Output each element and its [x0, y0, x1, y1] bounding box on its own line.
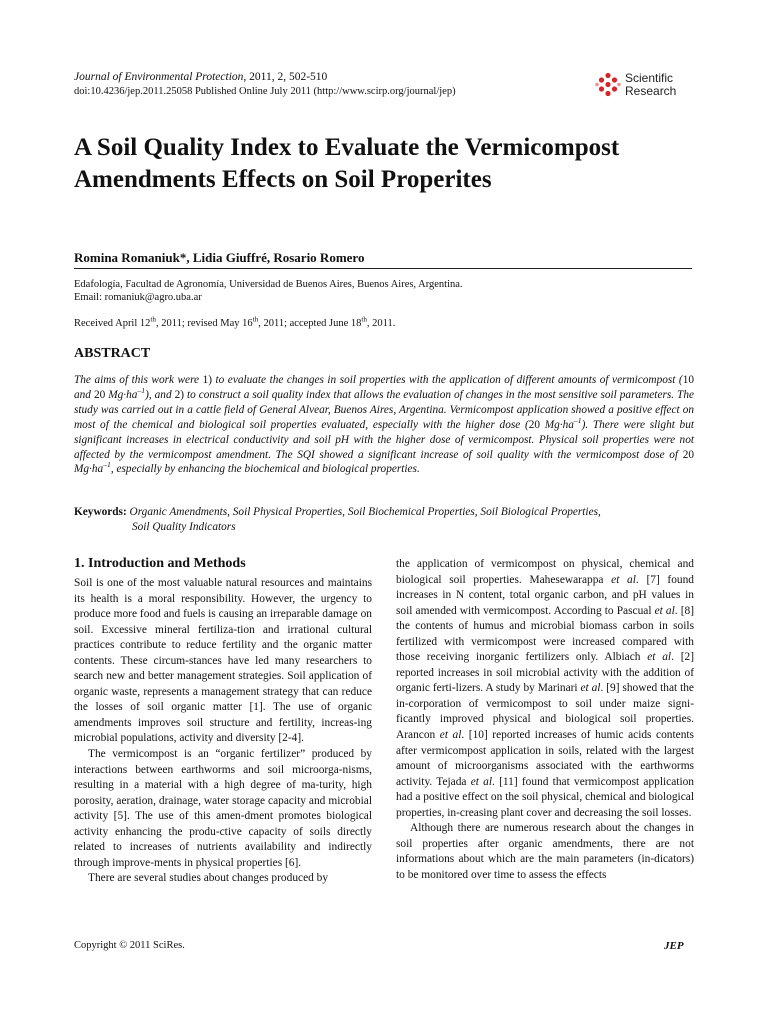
et-al: et al — [439, 729, 462, 742]
logo-text — [625, 72, 676, 98]
paper-title: A Soil Quality Index to Evaluate the Vermicompost Amendments Effects on Soil Properites — [74, 134, 620, 193]
footer-journal: JEP — [664, 940, 684, 952]
scientific-research-logo-icon — [595, 72, 621, 98]
text: . [7] found increases in N content, total organic carbon, and pH values in soil amended with vermicompost. According to Pascual — [396, 573, 694, 617]
abstract-text: ), and — [145, 388, 175, 401]
abstract-text: ). There were slight but significant increases in electrical conductivity and soil pH with the higher dose of vermicompost. Physical soil properties were not affected by the vermicompost amendment. The SQI showed a significant increase of soil quality with the vermicompost dose of — [74, 418, 694, 461]
abstract-num: 20 — [93, 388, 106, 401]
abstract-unit-sup: –1 — [103, 460, 111, 470]
affiliation-block — [74, 278, 463, 304]
received-end: , 2011. — [366, 318, 396, 329]
keywords-colon: : — [122, 506, 130, 518]
text: the application of vermicompost on physical, chemical and biological soil properties. Mahesewarappa — [396, 558, 694, 586]
logo-text-line2: Research — [625, 84, 677, 98]
text: . [11] found that vermicompost application had a positive effect on the soil physical, chemical and biological properties, in-creasing plant cover and decreasing the soil losses. — [396, 775, 694, 819]
title-divider — [74, 268, 692, 269]
journal-citation — [74, 71, 327, 83]
abstract-text: The aims of this work were — [74, 374, 203, 386]
abstract-text: to construct a soil quality index that allows the evaluation of changes in the most sensitive soil parameters. The study was carried out in a cattle field of General Alvear, Buenos Aires, Argentina. Vermicompost application showed a positive effect on most of the chemical and biological soil properties evaluated, especially with the higher dose ( — [74, 388, 694, 431]
abstract-body — [74, 373, 694, 477]
abstract-heading: ABSTRACT — [74, 346, 151, 361]
abstract-unit-sup: –1 — [137, 386, 146, 396]
paragraph: There are several studies about changes produced by — [88, 872, 329, 885]
section-heading: 1. Introduction and Methods — [74, 556, 246, 571]
et-al: et al — [654, 604, 675, 617]
paragraph: Although there are numerous research about the changes in soil properties after organic amendments, there are not informations about which are the main parameters (in-dicators) to be monitored over time to assess the effects — [396, 822, 694, 881]
abstract-unit: Mg·ha — [74, 463, 104, 476]
received-sup: th — [150, 315, 156, 324]
received-text: Received April 12 — [74, 318, 151, 329]
journal-name: Journal of Environmental Protection — [74, 71, 244, 83]
keywords-line1: Organic Amendments, Soil Physical Properties, Soil Biochemical Properties, Soil Biological Properties, — [129, 506, 601, 518]
journal-volume-pages: , 2011, 2, 502-510 — [243, 71, 328, 83]
right-column — [396, 557, 694, 883]
abstract-num: 2) — [174, 388, 184, 401]
text: . [9] showed that the in-corporation of vermicompost to soil under maize signi-ficantly improved physical and biological soil properties. Arancon — [396, 682, 694, 742]
received-dates — [74, 315, 396, 329]
et-al: et al — [647, 651, 672, 664]
footer-copyright: Copyright © 2011 SciRes. — [74, 940, 185, 951]
abstract-text: , especially by enhancing the biochemical and biological properties. — [110, 463, 420, 476]
author-email: Email: romaniuk@agro.uba.ar — [74, 292, 202, 303]
text: . [10] reported increases of humic acids contents after vermicompost application in soils, related with the largest amount of microorganisms associated with the earthworms activity. Tejada — [396, 729, 694, 788]
revised-text: , 2011; revised May 16 — [155, 318, 253, 329]
doi-line: doi:10.4236/jep.2011.25058 Published Online July 2011 (http://www.scirp.org/journal/jep) — [74, 86, 456, 97]
abstract-num: 1) — [202, 374, 212, 386]
abstract-text: and — [74, 388, 94, 401]
et-al: et al — [470, 775, 493, 788]
keywords-block — [74, 505, 694, 534]
abstract-unit: Mg·ha — [540, 418, 574, 431]
abstract-text: to evaluate the changes in soil properties with the application of different amounts of vermicompost ( — [212, 374, 683, 386]
left-column — [74, 576, 372, 887]
abstract-unit: Mg·ha — [105, 388, 138, 401]
affiliation: Edafología, Facultad de Agronomía, Universidad de Buenos Aires, Buenos Aires, Argentina. — [74, 279, 463, 290]
publisher-logo — [595, 72, 676, 98]
accepted-sup: th — [361, 315, 367, 324]
abstract-num: 20 — [682, 448, 694, 461]
abstract-num: 10 — [682, 374, 694, 386]
paragraph: Soil is one of the most valuable natural resources and maintains its health is a moral responsibility. However, the urgency to produce more food and fuels is causing an irreparable damage on soil. Excessive mineral fertiliza-tion and irrational cultural practices contribute to reduce fertility and the organic matter contents. These circum-stances have led many researchers to search new and better management strategies. Soil application of organic waste, represents a management strategy that can reduce the losses of soil organic matter [1]. The use of organic amendments improves soil structure and fertility, increas-ing microbial populations, activity and diversity [2-4]. — [74, 577, 372, 745]
keywords-label: Keywords — [74, 506, 123, 518]
revised-sup: th — [252, 315, 259, 324]
abstract-unit-sup: –1 — [573, 415, 582, 425]
keywords-line2: Soil Quality Indicators — [132, 520, 236, 533]
abstract-num: 20 — [528, 418, 541, 431]
accepted-text: , 2011; accepted June 18 — [258, 318, 362, 329]
logo-text-line1: Scientific — [625, 71, 674, 85]
paper-authors: Romina Romaniuk*, Lidia Giuffré, Rosario Romero — [74, 250, 365, 265]
paragraph: The vermicompost is an “organic fertilizer” produced by interactions between earthworms and soil microorga-nisms, resulting in a material with a high degree of ma-turity, high porosity, aeration, drainage, water storage capacity and microbial activity [5]. The use of this amen-dment promotes biological activity enhancing the produ-ctive capacity of soils directly related to increases of nutrients availability and indirectly through improve-ments in physical properties [6]. — [74, 748, 372, 869]
text: . [8] the contents of humus and microbial biomass carbon in soils fertilized with vermicompost were increased compared with those receiving inorganic fertilizers only. Albiach — [396, 604, 695, 664]
et-al: et al — [611, 573, 636, 586]
paragraph — [396, 557, 694, 821]
et-al: et al — [580, 682, 601, 695]
text: . [2] reported increases in soil microbial activity with the addition of organic ferti-lizers. A study by Marinari — [396, 651, 695, 695]
